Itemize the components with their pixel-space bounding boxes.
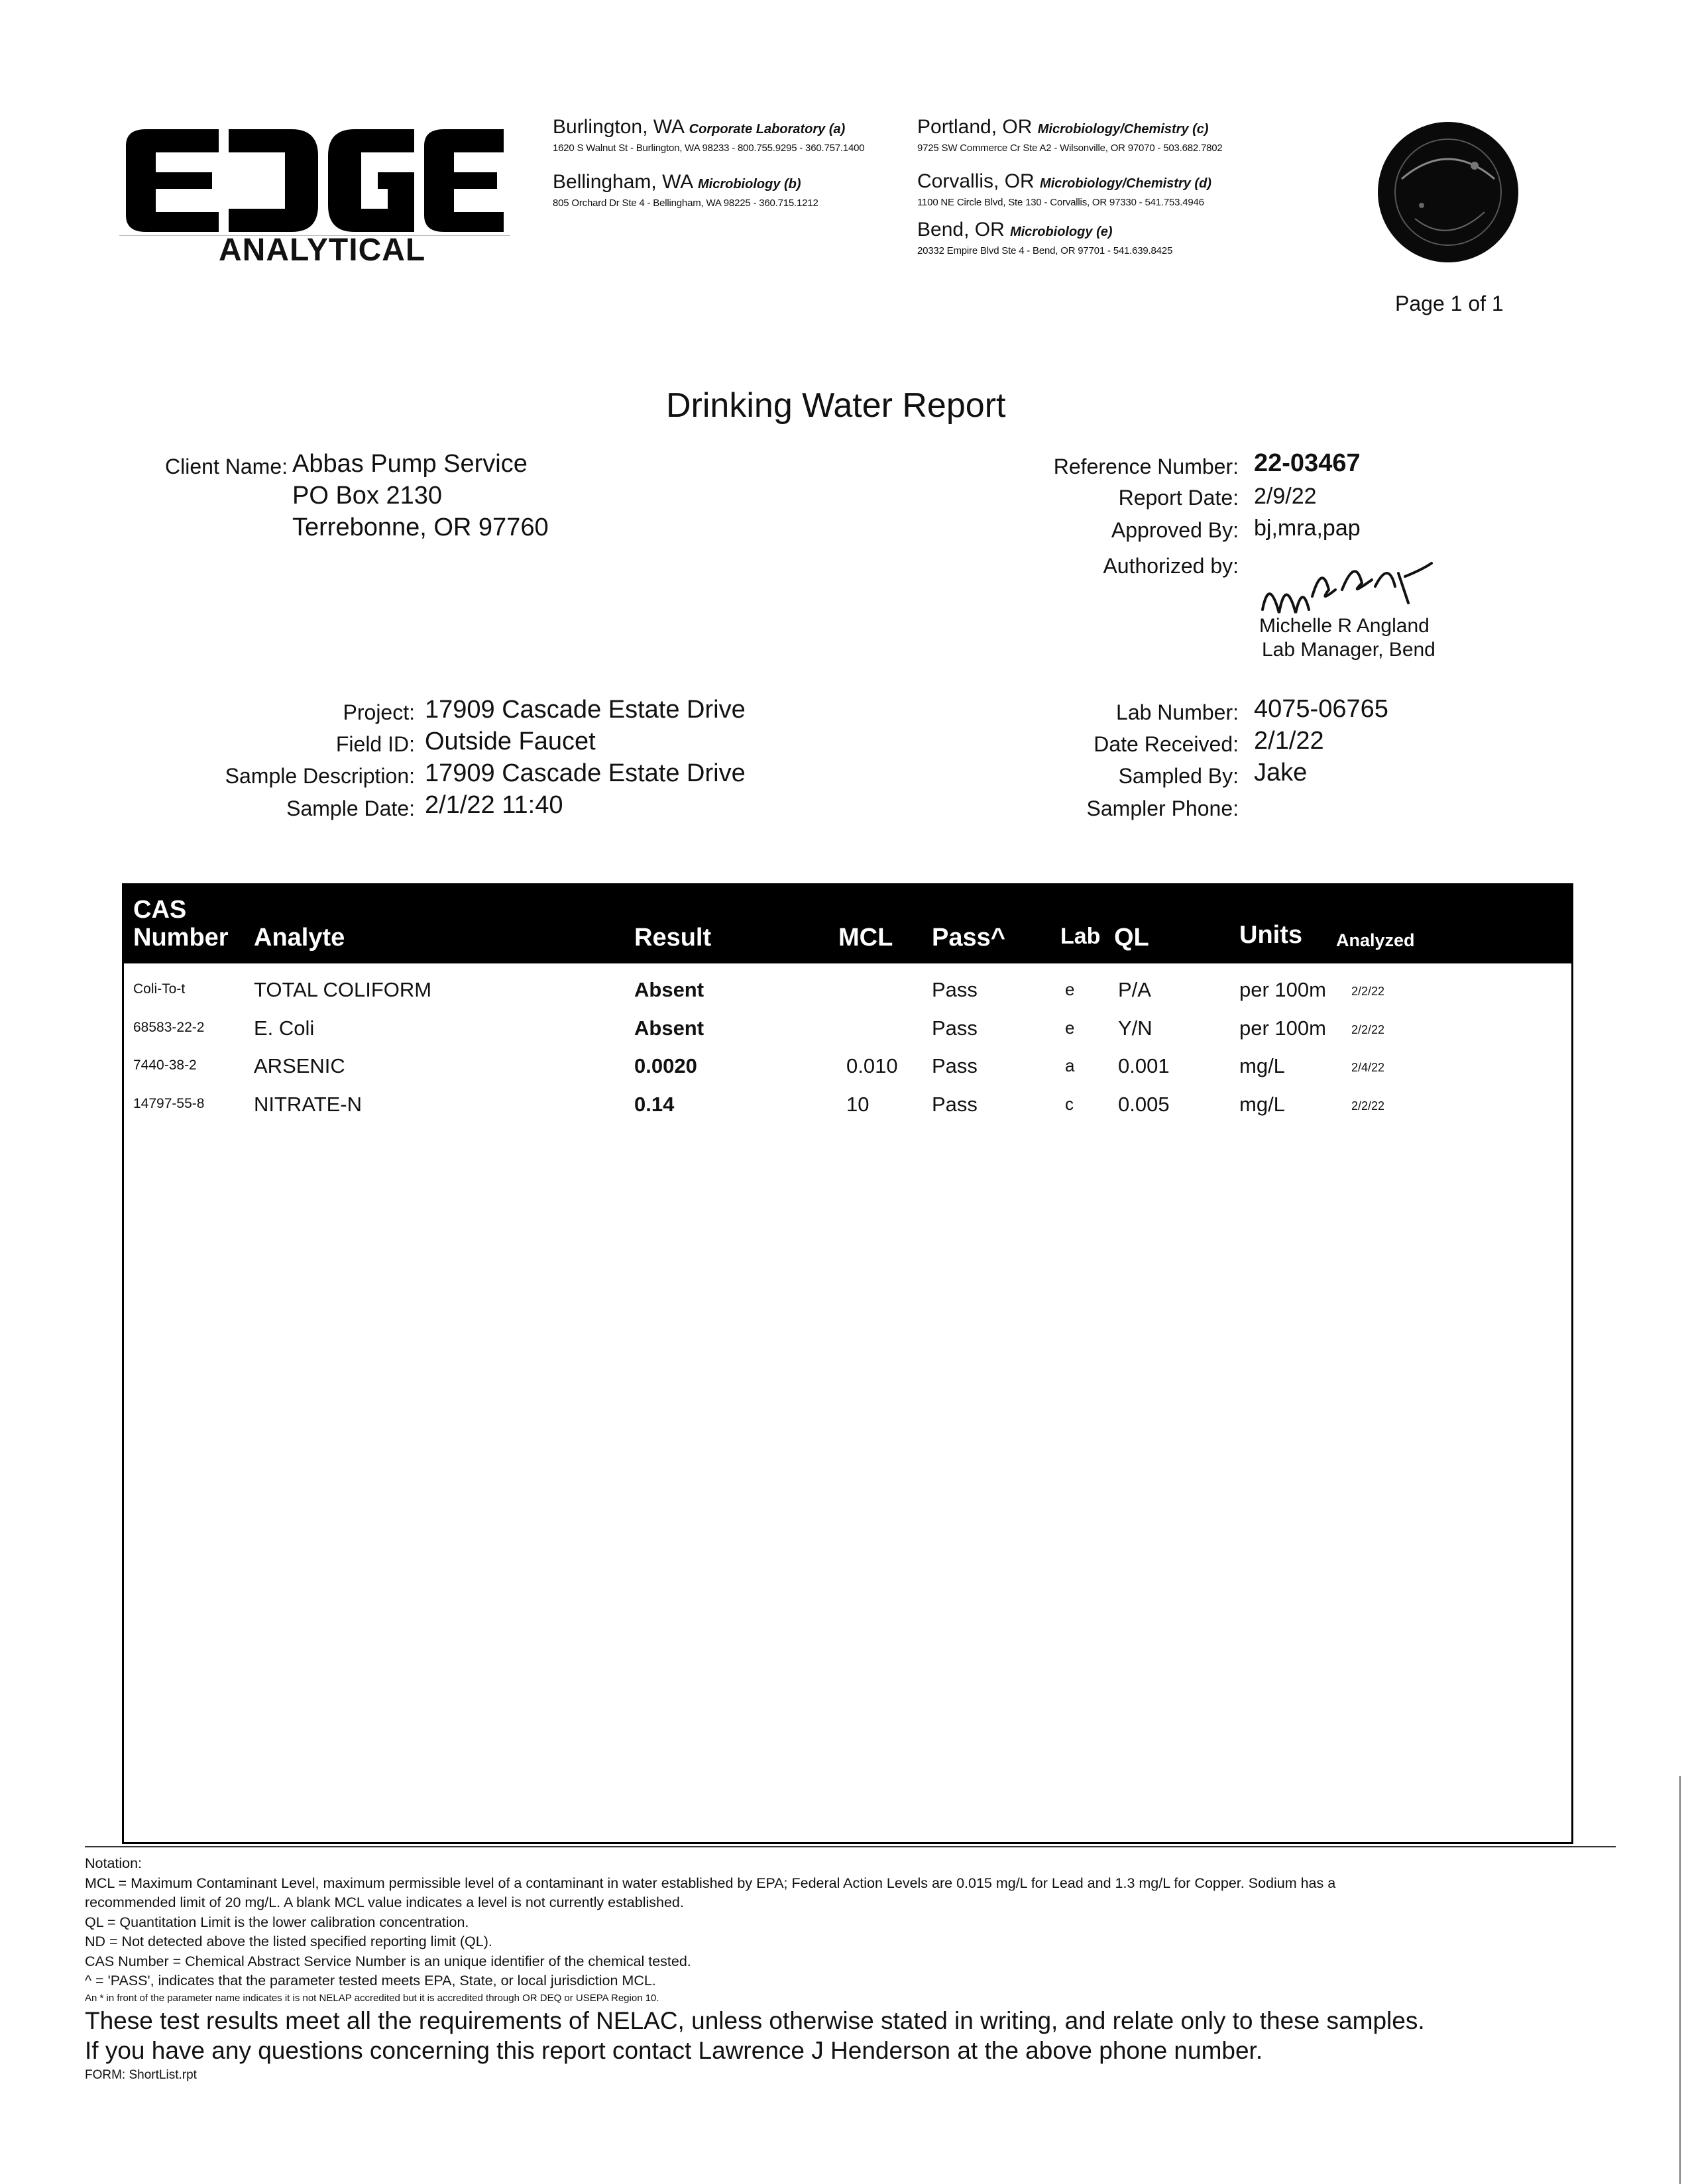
row2-pass: Pass — [932, 1016, 978, 1040]
row3-lab: a — [1065, 1056, 1075, 1075]
row2-lab: e — [1065, 1018, 1075, 1038]
sample-date-label: Sample Date: — [286, 796, 415, 820]
statement-nelac: These test results meet all the requirements of NELAC, unless otherwise stated in writing, and relate only to these samples. — [85, 2006, 1425, 2034]
lab-role: Microbiology/Chemistry (c) — [1037, 122, 1209, 136]
header-ql: QL — [1114, 924, 1149, 952]
lab-city: Corvallis, OR — [917, 170, 1035, 192]
sample-date: 2/1/22 11:40 — [425, 791, 563, 819]
row4-cas: 14797-55-8 — [133, 1096, 205, 1111]
row4-mcl: 10 — [846, 1093, 870, 1116]
client-name: Abbas Pump Service — [292, 450, 528, 478]
row2-analyte: E. Coli — [254, 1016, 315, 1040]
lab-bellingham — [553, 171, 818, 209]
lab-number-label: Lab Number: — [1116, 700, 1239, 724]
row4-analyte: NITRATE-N — [254, 1093, 363, 1116]
row4-ql: 0.005 — [1118, 1093, 1170, 1116]
row3-units: mg/L — [1239, 1054, 1285, 1077]
note-asterisk: An * in front of the parameter name indicates it is not NELAP accredited but it is accredited through OR DEQ or USEPA Region 10. — [85, 1992, 659, 2004]
lab-address: 1100 NE Circle Blvd, Ste 130 - Corvallis, OR 97330 - 541.753.4946 — [917, 197, 1204, 208]
reference-number-label: Reference Number: — [1053, 455, 1239, 478]
report-date-label: Report Date: — [1118, 486, 1239, 510]
row4-analyzed: 2/2/22 — [1351, 1099, 1385, 1113]
row3-ql: 0.001 — [1118, 1054, 1170, 1077]
form-name: FORM: ShortList.rpt — [85, 2067, 197, 2082]
row4-units: mg/L — [1239, 1093, 1285, 1116]
notes-divider — [85, 1846, 1616, 1847]
note-ql: QL = Quantitation Limit is the lower calibration concentration. — [85, 1914, 469, 1930]
row3-mcl: 0.010 — [846, 1054, 898, 1077]
approved-by-label: Approved By: — [1111, 518, 1239, 542]
lab-role: Corporate Laboratory (a) — [689, 122, 846, 136]
lab-address: 1620 S Walnut St - Burlington, WA 98233 - 800.755.9295 - 360.757.1400 — [553, 142, 865, 154]
lab-bend — [917, 219, 1172, 256]
row4-lab: c — [1065, 1094, 1074, 1114]
field-id: Outside Faucet — [425, 728, 596, 755]
header-units: Units — [1239, 921, 1302, 949]
client-address-line2: Terrebonne, OR 97760 — [292, 514, 549, 541]
lab-city: Bend, OR — [917, 219, 1005, 241]
note-mcl-line2: recommended limit of 20 mg/L. A blank MCL value indicates a level is not currently established. — [85, 1894, 684, 1910]
note-mcl-line1: MCL = Maximum Contaminant Level, maximum permissible level of a contaminant in water established by EPA; Federal Action Levels are 0.015 mg/L for Lead and 1.3 mg/L for Copper. Sodium has a — [85, 1875, 1336, 1891]
logo-subtitle: ANALYTICAL — [219, 233, 426, 268]
row1-lab: e — [1065, 979, 1075, 999]
lab-number: 4075-06765 — [1254, 695, 1388, 723]
header-lab: Lab — [1060, 924, 1101, 949]
lab-corvallis — [917, 170, 1211, 208]
statement-contact: If you have any questions concerning this report contact Lawrence J Henderson at the above phone number. — [85, 2036, 1263, 2064]
row1-pass: Pass — [932, 978, 978, 1001]
header-pass: Pass^ — [932, 924, 1005, 952]
date-received-label: Date Received: — [1094, 732, 1239, 756]
row2-ql: Y/N — [1118, 1016, 1152, 1040]
approved-by: bj,mra,pap — [1254, 516, 1361, 541]
row1-analyte: TOTAL COLIFORM — [254, 978, 432, 1001]
row3-analyzed: 2/4/22 — [1351, 1061, 1385, 1074]
results-table — [122, 883, 1573, 1844]
header-analyzed: Analyzed — [1336, 930, 1415, 950]
sampled-by: Jake — [1254, 759, 1308, 787]
row1-cas: Coli-To-t — [133, 981, 186, 997]
header-analyte: Analyte — [254, 924, 345, 952]
lab-address: 805 Orchard Dr Ste 4 - Bellingham, WA 98225 - 360.715.1212 — [553, 197, 818, 209]
row2-result: Absent — [634, 1016, 704, 1040]
notation-section — [85, 1854, 1602, 2085]
accreditation-seal-icon — [1375, 119, 1521, 265]
lab-role: Microbiology (b) — [698, 177, 801, 191]
page-number: Page 1 of 1 — [1395, 292, 1504, 315]
note-pass: ^ = 'PASS', indicates that the parameter tested meets EPA, State, or local jurisdiction MCL. — [85, 1973, 656, 1989]
row1-units: per 100m — [1239, 978, 1326, 1001]
sampler-phone-label: Sampler Phone: — [1086, 796, 1239, 820]
header-result: Result — [634, 924, 712, 952]
row2-analyzed: 2/2/22 — [1351, 1023, 1385, 1036]
field-id-label: Field ID: — [335, 732, 415, 756]
row3-result: 0.0020 — [634, 1054, 697, 1077]
client-address-line1: PO Box 2130 — [292, 482, 443, 510]
row2-units: per 100m — [1239, 1016, 1326, 1040]
lab-address: 9725 SW Commerce Cr Ste A2 - Wilsonville, OR 97070 - 503.682.7802 — [917, 142, 1223, 154]
header-mcl: MCL — [838, 924, 893, 952]
row1-ql: P/A — [1118, 978, 1151, 1001]
note-nd: ND = Not detected above the listed specified reporting limit (QL). — [85, 1934, 492, 1949]
lab-role: Microbiology (e) — [1010, 225, 1113, 239]
notation-heading: Notation: — [85, 1855, 142, 1871]
sampled-by-label: Sampled By: — [1118, 764, 1239, 788]
row1-analyzed: 2/2/22 — [1351, 985, 1385, 998]
signer-name: Michelle R Angland — [1259, 615, 1430, 637]
row2-cas: 68583-22-2 — [133, 1020, 205, 1035]
row3-analyte: ARSENIC — [254, 1054, 345, 1077]
header-number: Number — [133, 924, 229, 952]
row3-cas: 7440-38-2 — [133, 1058, 197, 1073]
reference-number: 22-03467 — [1254, 449, 1361, 477]
project-label: Project: — [343, 700, 415, 724]
header-cas: CAS — [133, 896, 187, 924]
authorized-by-label: Authorized by: — [1103, 554, 1239, 578]
lab-address: 20332 Empire Blvd Ste 4 - Bend, OR 97701 - 541.639.8425 — [917, 245, 1173, 256]
sample-description: 17909 Cascade Estate Drive — [425, 759, 746, 787]
lab-role: Microbiology/Chemistry (d) — [1040, 176, 1211, 191]
row4-result: 0.14 — [634, 1093, 675, 1116]
lab-city: Portland, OR — [917, 116, 1033, 138]
row1-result: Absent — [634, 978, 704, 1001]
page-edge-line — [1679, 1776, 1681, 2184]
signer-title: Lab Manager, Bend — [1262, 639, 1435, 661]
sample-description-label: Sample Description: — [225, 764, 415, 788]
lab-burlington — [553, 116, 864, 154]
lab-city: Burlington, WA — [553, 116, 684, 138]
date-received: 2/1/22 — [1254, 727, 1324, 755]
report-date: 2/9/22 — [1254, 484, 1317, 509]
note-cas: CAS Number = Chemical Abstract Service Number is an unique identifier of the chemical tested. — [85, 1953, 691, 1969]
report-title: Drinking Water Report — [666, 386, 1006, 425]
lab-portland — [917, 116, 1223, 154]
row4-pass: Pass — [932, 1093, 978, 1116]
row3-pass: Pass — [932, 1054, 978, 1077]
lab-city: Bellingham, WA — [553, 171, 693, 193]
client-name-label: Client Name: — [165, 455, 288, 478]
table-header — [124, 885, 1571, 963]
project: 17909 Cascade Estate Drive — [425, 696, 746, 724]
